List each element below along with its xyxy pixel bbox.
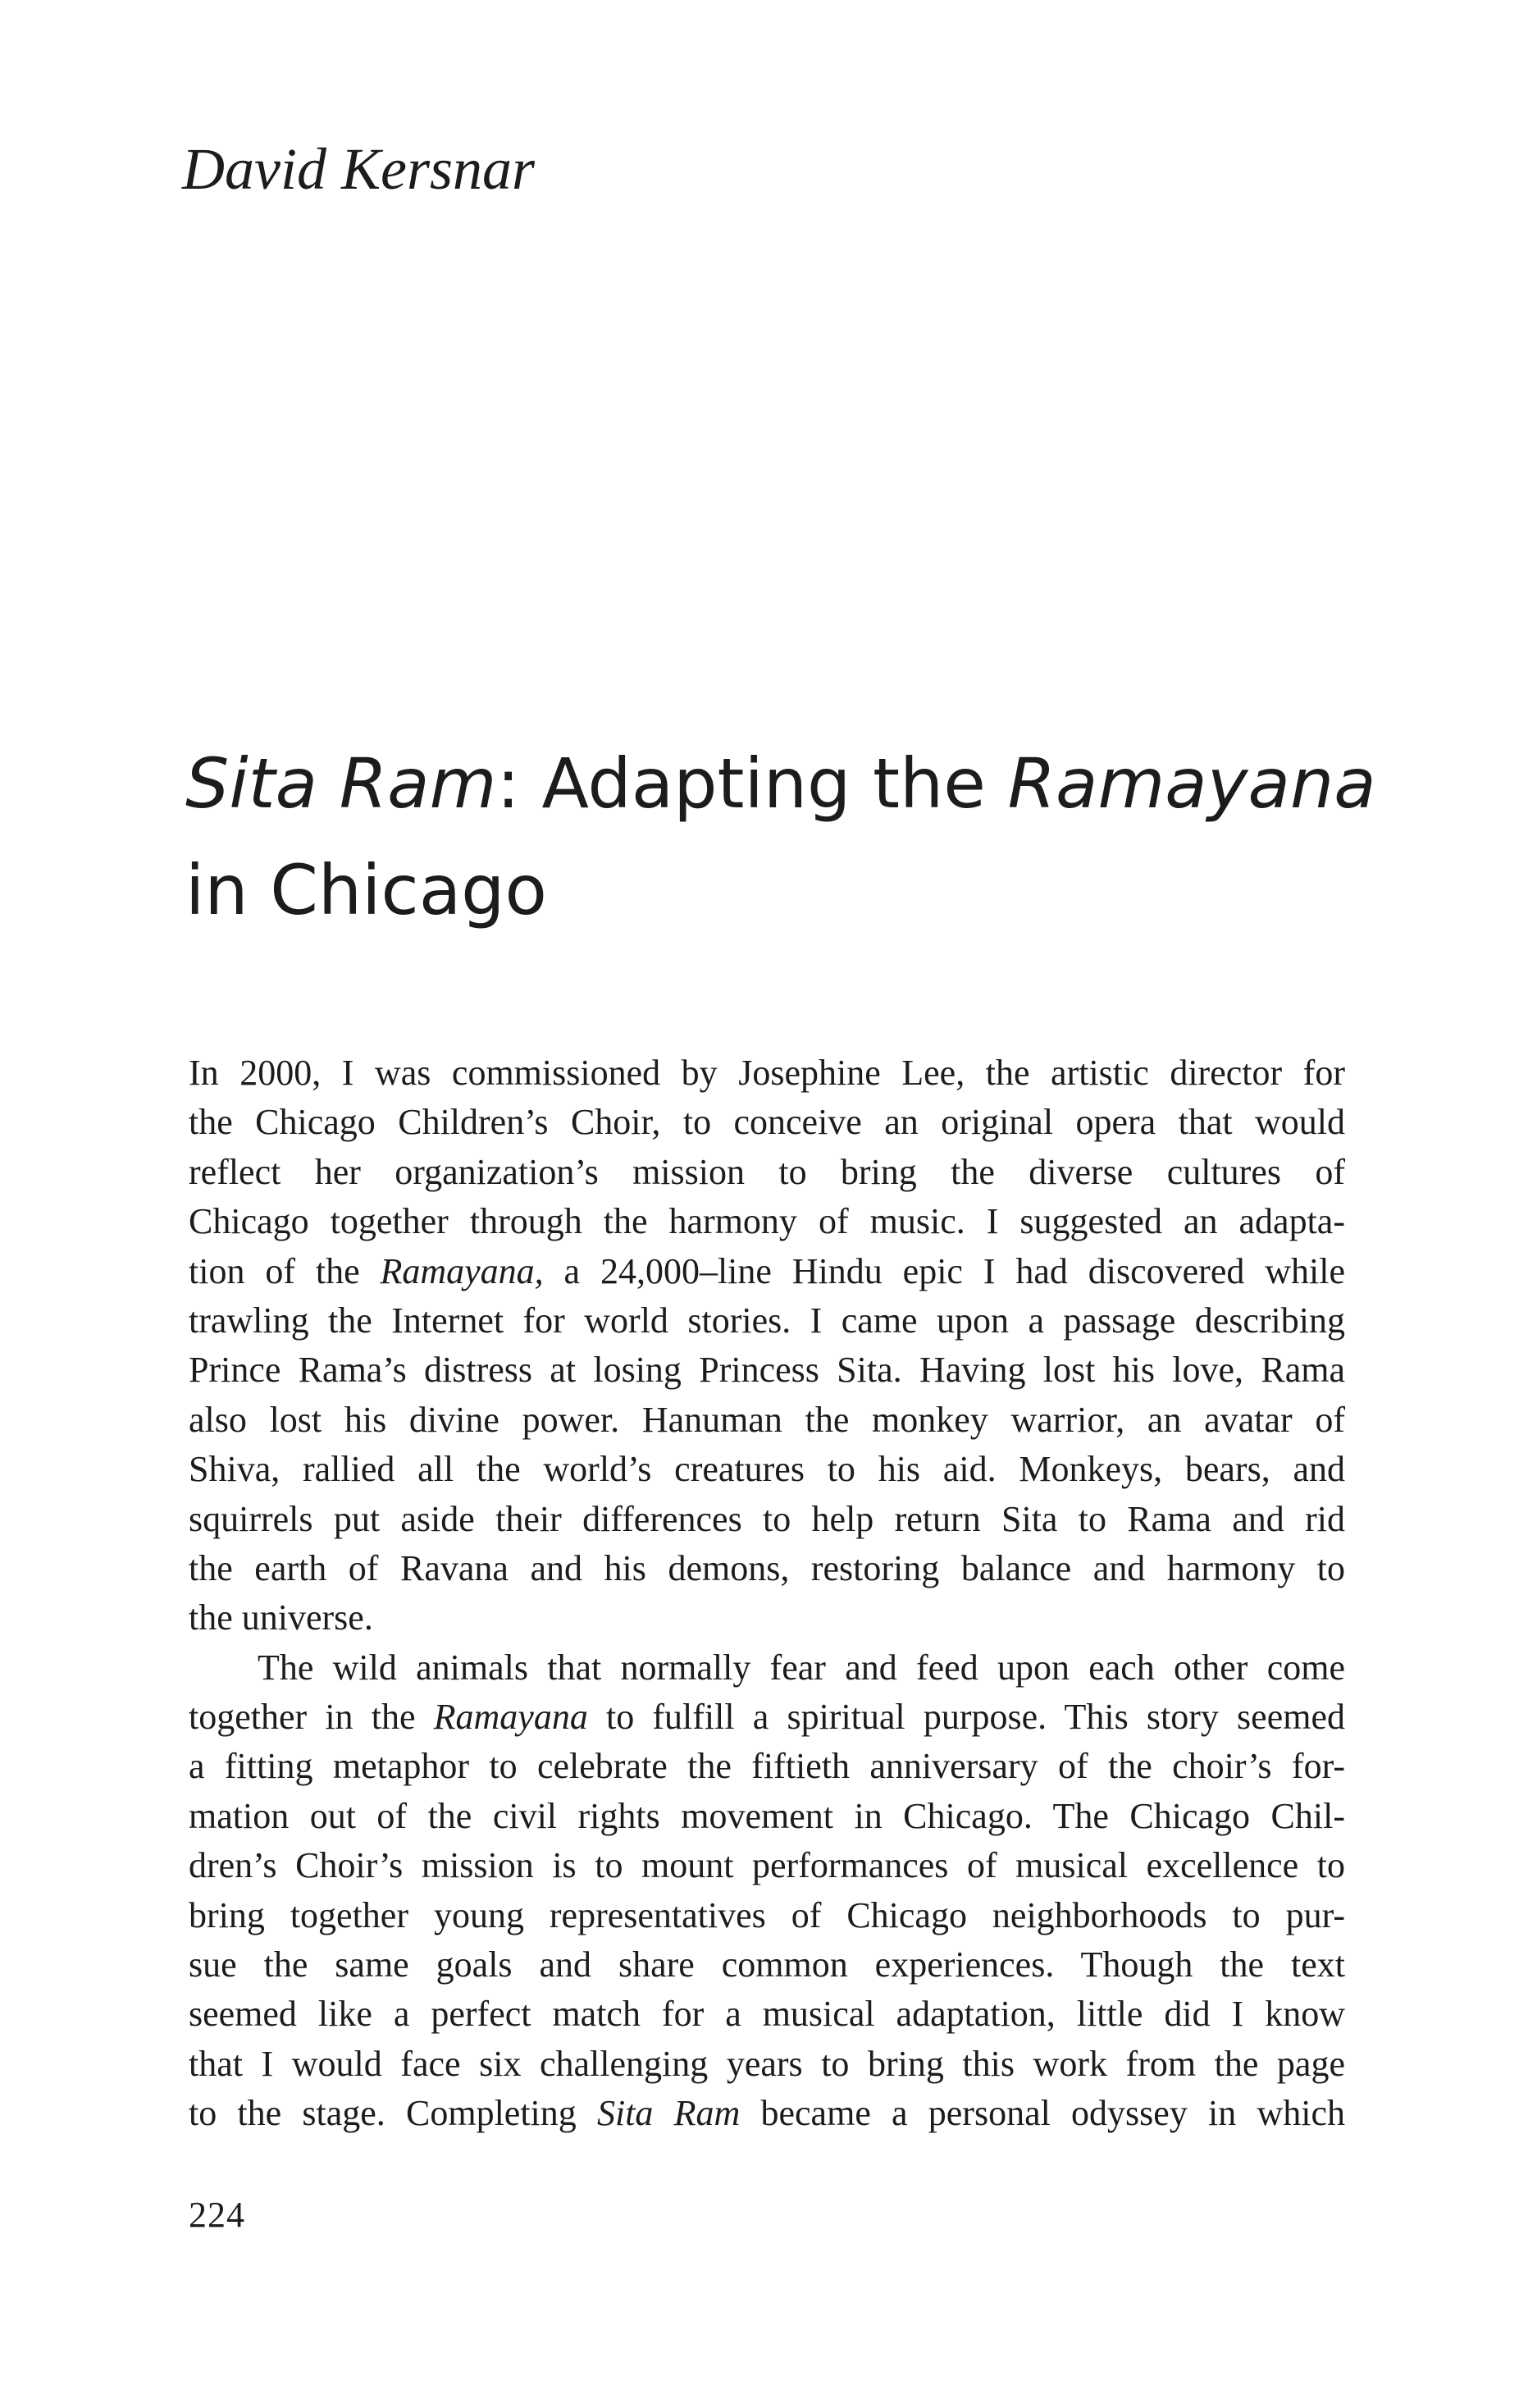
body-line: sue the same goals and share common experiences. Though the text	[189, 1944, 1345, 1985]
body-line: the universe.	[189, 1597, 373, 1638]
body-line	[189, 1247, 1345, 1296]
body-line: squirrels put aside their differences to help return Sita to Rama and rid	[189, 1498, 1345, 1539]
body-line: the Chicago Children’s Choir, to conceive an original opera that would	[189, 1102, 1345, 1143]
body-line: Prince Rama’s distress at losing Princess Sita. Having lost his love, Rama	[189, 1350, 1345, 1391]
body-line	[189, 2089, 1345, 2138]
body-text-fragment: together in the	[189, 1697, 434, 1738]
chapter-title	[185, 730, 1376, 944]
body-line: Shiva, rallied all the world’s creatures to his aid. Monkeys, bears, and	[189, 1449, 1345, 1490]
body-text-fragment: to the stage. Completing	[189, 2093, 597, 2134]
title-italic-sita-ram: Sita Ram	[185, 743, 497, 824]
chapter-title-line-1	[185, 743, 1376, 824]
body-text-fragment: became a personal odyssey in which	[740, 2093, 1345, 2134]
body-line: reflect her organization’s mission to bring the diverse cultures of	[189, 1151, 1345, 1192]
body-italic-ramayana: Ramayana	[433, 1697, 588, 1738]
body-line: trawling the Internet for world stories. I came upon a passage describing	[189, 1300, 1345, 1341]
body-line: Chicago together through the harmony of music. I suggested an adapta-	[189, 1201, 1345, 1242]
body-line: a fitting metaphor to celebrate the fiftieth anniversary of the choir’s for-	[189, 1746, 1345, 1787]
body-italic-sita-ram: Sita Ram	[596, 2093, 741, 2134]
body-text-fragment: to fulfill a spiritual purpose. This story seemed	[587, 1697, 1345, 1738]
body-line: dren’s Choir’s mission is to mount performances of musical excellence to	[189, 1845, 1345, 1886]
body-line: bring together young representatives of Chicago neighborhoods to pur-	[189, 1894, 1345, 1935]
body-line: seemed like a perfect match for a musical adaptation, little did I know	[189, 1994, 1345, 2035]
running-head-author: David Kersnar	[182, 136, 535, 202]
body-line	[189, 1693, 1345, 1742]
chapter-title-line-2: in Chicago	[185, 850, 547, 930]
title-italic-ramayana: Ramayana	[1007, 743, 1376, 824]
body-line: In 2000, I was commissioned by Josephine Lee, the artistic director for	[189, 1053, 1345, 1093]
body-text	[189, 1049, 1345, 2139]
body-line: mation out of the civil rights movement in Chicago. The Chicago Chil-	[189, 1795, 1345, 1836]
title-text-adapting: : Adapting the	[496, 743, 1008, 824]
body-line: the earth of Ravana and his demons, restoring balance and harmony to	[189, 1547, 1345, 1588]
body-text-fragment: a 24,000–line Hindu epic I had discovered while	[543, 1250, 1345, 1291]
body-text-fragment: tion of the	[189, 1250, 381, 1291]
page-number: 224	[189, 2195, 245, 2235]
body-line: that I would face six challenging years to bring this work from the page	[189, 2043, 1345, 2084]
body-italic-ramayana: Ramayana,	[380, 1250, 544, 1291]
body-line: also lost his divine power. Hanuman the monkey warrior, an avatar of	[189, 1399, 1345, 1440]
body-line: The wild animals that normally fear and feed upon each other come	[258, 1647, 1345, 1688]
